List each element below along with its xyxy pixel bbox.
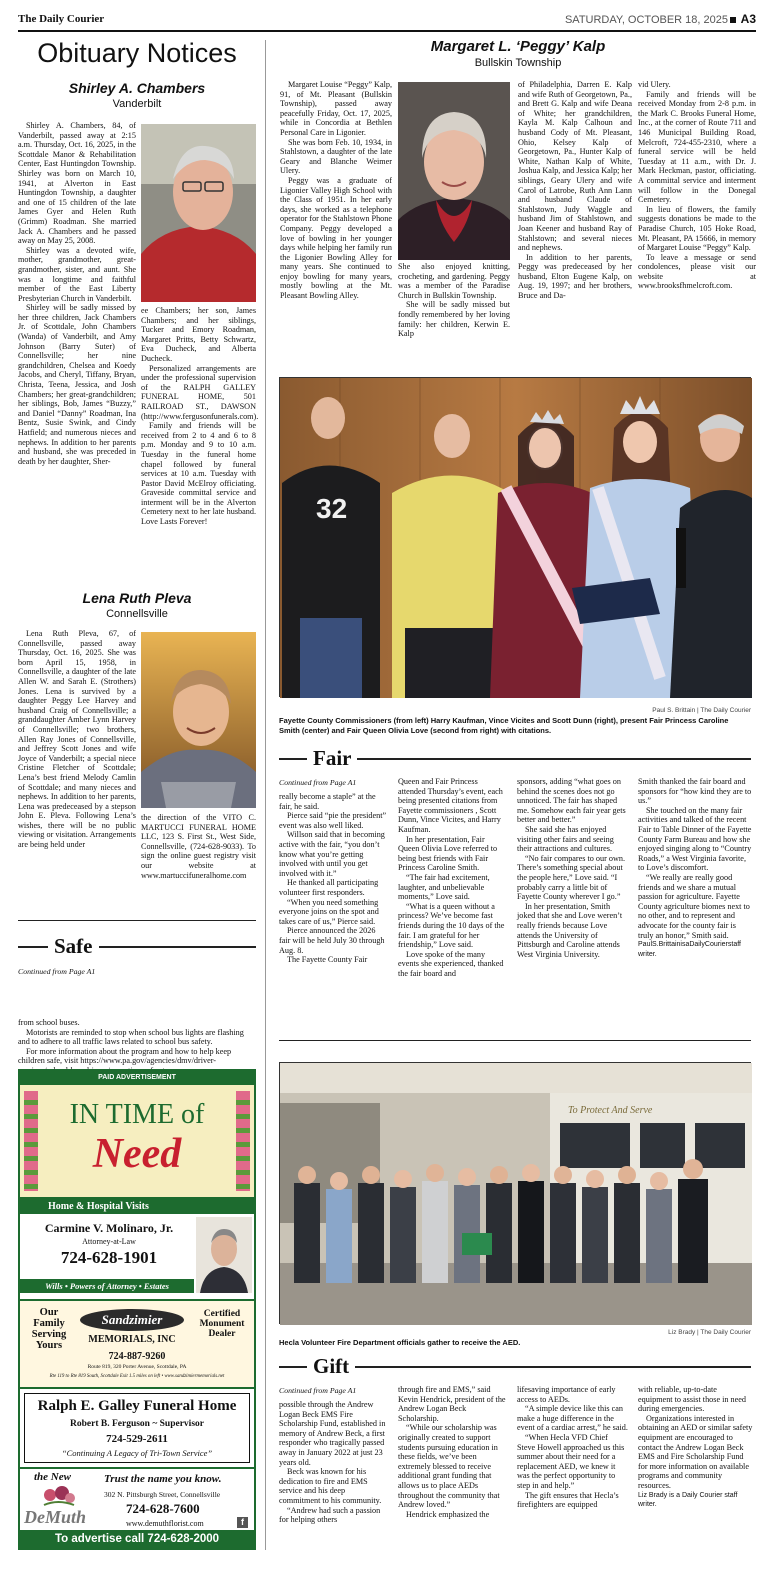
paragraph: Shirley will be sadly missed by her three children, Jack Chambers Jr. of Scottdale, John Chambers (Wanda) of Vanderbilt, and Amy Johnson (Barry Suter) of Connellsville; her nine grandchildren, Chelsea and Koedy Jacobs, and Cheryl, Tiffany, Bryan, Christa, Teena, Jessica, and Josh Chambers; her great-grandchildren; her siblings, Bob, James “Buzzy,” and Daniel “Danny” Roadman, Ina Bentz, Susie Swink, and Cindy Hatfield; and numerous nieces and nephews. In addition to her parents and husband, she was preceded in death by her daughter, Sher- [18,303,136,466]
divider [18,920,256,921]
facebook-icon[interactable]: f [237,1517,248,1528]
obituary-place: Connellsville [106,608,168,620]
jump-headline [18,934,256,959]
paragraph: In lieu of flowers, the family suggests donations be made to the Paradise Church, 105 Hoke Road, Mt. Pleasant, PA 15666, in memory of Margaret Louise “Peggy” Kalp. [638,204,756,253]
lawyer-ad [20,1197,254,1299]
headline-text: Fair [313,746,352,770]
article-column [517,1385,628,1552]
memorials-name: Sandzimier [80,1309,184,1331]
demuth-website: www.demuthflorist.com [126,1519,204,1528]
portrait-drawing [141,124,256,302]
byline: PaulS.BrittainisaDailyCourierstaff writer. [638,941,741,958]
paragraph: “While our scholarship was originally created to support students pursuing education in these fields, we’ve been extremely blessed to receive additional grant funding that allows us to place AEDs throughout the community that Andrew loved.” [398,1423,500,1510]
paragraph: In her presentation, Smith joked that she and Love weren’t really friends because Love attends the University of Pittsburgh and Caroline attends West Virginia University. [517,901,623,959]
obituary-name: Lena Ruth Pleva [82,590,192,606]
paragraph: “No fair compares to our own. There’s something special about the people here,” Love said. “I probably carry a little bit of Fayette County wherever I go.” [517,853,626,902]
photo-caption: Fayette County Commissioners (from left) Harry Kaufman, Vince Vicites and Scott Dunn (right), present Fair Princess Caroline Smith (center) and Fair Queen Olivia Love (second from right) with citations. [279,716,729,735]
photo-credit: Liz Brady | The Daily Courier [668,1329,751,1336]
paragraph: Smith thanked the fair board and sponsors for “how kind they are to us.” [638,777,752,806]
memorials-certified: Certified Monument Dealer [199,1309,245,1339]
paragraph: She said she has enjoyed visiting other fairs and seeing their attractions and cultures. [517,824,614,854]
photo-caption: Hecla Volunteer Fire Department officials gather to receive the AED. [279,1338,521,1347]
paragraph: She was born Feb. 10, 1934, in Stahlstown, a daughter of the late Geary and Blanche Weimer Ulery. [280,137,392,176]
column-divider [265,40,266,1550]
paragraph: To leave a message or send condolences, please visit our website at www.brooksfhmelcroft.com. [638,252,756,291]
portrait-drawing [398,82,510,260]
demuth-ad [20,1467,254,1530]
obituary-name: Shirley A. Chambers [68,80,206,96]
portrait-drawing [141,632,256,808]
obituary-place: Bullskin Township [474,57,562,69]
paragraph: “A simple device like this can make a huge difference in the event of a cardiac arrest,” he said. [517,1404,628,1433]
paragraph: vid Ulery. [638,80,671,89]
headline-rule [18,946,48,948]
paragraph: Peggy was a graduate of Ligonier Valley High School with the Class of 1951. In her early days, she worked as a telephone operator for the Stahlstown Phone Company. Peggy developed a love of bowling in her younger days while helping her family run the Ligonier Bowling Alley for many years. She continued to enjoy bowling for many years, mostly bowling at the Mt. Pleasant Bowling Alley. [280,175,392,301]
headline-text: Safe [54,934,93,958]
memorials-slogan: Our Family Serving Yours [31,1307,67,1351]
paragraph: “We really are really good friends and we share a mutual passion for agriculture. Fayette County agriculture biomes next to no other, and to represent and advocate for the county fair is truly an honor,” Smith said. [638,872,750,940]
paragraph: Queen and Fair Princess attended Thursday’s event, each being presented citations from Fayette commissioners , Scott Dunn, Vince Vicites, and Harry Kaufman. [398,777,503,834]
paragraph: Willson said that in becoming active with the fair, “you don’t know what you’re getting involved with until you get involved with it.” [279,830,385,878]
obituary-body [18,629,136,913]
memorials-address: Route 819, 320 Porter Avenue, Scottdale, PA [87,1364,187,1370]
paragraph: from school buses. [18,1018,80,1027]
paragraph: Organizations interested in obtaining an AED or similar safety equipment are encouraged to contact the Andrew Logan Beck EMS and Fire Scholarship Fund for more information on available programs and community resources. [638,1413,753,1490]
obituary-body [638,80,756,360]
headline-rule [357,758,751,760]
portrait-photo [398,82,510,260]
headline-rule [279,1366,307,1368]
page-number: A3 [740,12,756,26]
galley-supervisor: Robert B. Ferguson ~ Supervisor [70,1419,204,1429]
obituary-body [398,262,510,360]
obituary-body [518,80,632,360]
paragraph: ee Chambers; her son, James Chambers; and her siblings, Tucker and Emory Roadman, Margaret Pritts, Betty Schwartz, Eva Ducheck, and Alberta Ducheck. [141,306,256,363]
galley-ad [20,1387,254,1467]
paid-ad-label: PAID ADVERTISEMENT [20,1071,254,1085]
paragraph: the direction of the VITO C. MARTUCCI FUNERAL HOME LLC, 123 S. First St., West Side, Connellsville, (724-628-9033). To sign the online guest registry visit our website at www.martuccifuneralhome.com [141,813,256,880]
article-column [279,1400,388,1552]
paragraph: Lena Ruth Pleva, 67, of Connellsville, passed away Thursday, Oct. 16, 2025. She was born April 15, 1958, in Connellsville, a daughter of the late Allen W. and Sarah E. (Strothers) Jones. Lena is survived by a daughter Peggy Lee Harvey and husband Craig of Connellsville; a granddaughter Amber Lynn Harvey of Connellsville; two brothers, Allen Ray Jones of Connellsville, and Jeffrey Scott Jones and wife Joyce of Vanderbilt; a special niece Cristine Fletcher of Scottdale; Lena’s best friend Melody Camlin of Scottdale; and many nieces and nephews. In addition to her parents, Lena was predeceased by a stepson John E. Pleva. Following Lena’s wishes, there will be no public viewing or visitation. Arrangements are being held under [18,629,136,850]
photo-credit: Paul S. Brittain | The Daily Courier [652,707,751,714]
paragraph: “When Hecla VFD Chief Steve Howell approached us this summer about their need for a replacement AED, we knew it was the perfect opportunity to step in and help.” [517,1432,625,1490]
lawyer-services: Wills • Powers of Attorney • Estates [20,1279,194,1293]
article-column [398,1385,507,1552]
masthead: The Daily Courier [18,13,105,25]
header-date: SATURDAY, OCTOBER 18, 2025 [564,14,728,26]
demuth-address: 302 N. Pittsburgh Street, Connellsville [104,1490,221,1499]
obituary-name: Margaret L. ‘Peggy’ Kalp [430,38,606,55]
obituary-place: Vanderbilt [112,98,162,110]
paragraph: In addition to her parents, Peggy was predeceased by her husband, Elton Eugene Kalp, on Aug. 19, 1997; and her brothers, Bruce and Da- [518,252,632,301]
page-title: Obituary Notices [37,38,237,68]
paragraph: through fire and EMS,” said Kevin Hendrick, president of the Andrew Logan Beck Scholarship. [398,1385,506,1423]
demuth-phone: 724-628-7600 [126,1501,200,1516]
obituary-body-continued [141,306,259,588]
fair-photo-drawing [280,378,752,698]
paragraph: Pierce announced the 2026 fair will be held July 30 through Aug. 8. [279,926,385,955]
demuth-slogan: Trust the name you know. [104,1473,222,1485]
lawyer-title: Attorney-at-Law [82,1237,136,1246]
demuth-logo: DeMuth [24,1507,87,1527]
paragraph: Personalized arrangements are under the professional supervision of the RALPH GALLEY FUNERAL HOME, 501 RAILROAD ST., DAWSON (http://www.fergusonfunerals.com). [141,363,259,421]
flower-border [24,1091,38,1191]
paragraph: She also enjoyed knitting, crocheting, and gardening. Peggy was a member of the Paradise Church in Bullskin Township. [398,262,510,300]
paragraph: Margaret Louise “Peggy” Kalp, 91, of Mt. Pleasant (Bullskin Township), passed away peacefully Friday, Oct. 17, 2025, while in Concordia at Bethlen Personal Care in Ligonier. [280,80,392,137]
continued-label: Continued from Page A1 [279,1386,357,1395]
paragraph: “When you need something everyone joins on the spot and takes care of us,” Pierce said. [279,897,379,926]
flower-icon [38,1485,78,1507]
in-time-of-need-banner [20,1085,254,1197]
truck-lettering: To Protect And Serve [568,1105,653,1116]
paragraph: Family and friends will be received from 2 to 4 and 6 to 8 p.m. Monday and 9 to 10 a.m. Tuesday in the funeral home chapel followed by funeral services at 10 a.m. Tuesday with Pastor David McElroy officiating. Graveside committal service and interment will be in the Alverton Cemetery next to her late husband. Love Lasts Forever! [141,421,256,527]
continued-label: Continued from Page A1 [18,967,96,976]
paragraph: She will be sadly missed but fondly remembered by her loving family: her children, Kerwin E. Kalp [398,300,510,339]
paragraph: possible through the Andrew Logan Beck EMS Fire Scholarship Fund, established in memory of Andrew Beck, a first responder who tragically passed away in January 2022 at just 23 years old. [279,1400,386,1467]
obituary-body [18,121,136,589]
obituary-body [280,80,392,360]
paragraph: Family and friends will be received Monday from 2-8 p.m. in the Mark C. Brooks Funeral Home, Inc., at the corner of Route 711 and 146 Municipal Building Road, Melcroft, 724-455-2310, where a funeral service will be held Tuesday at 11 a.m., with Dr. J. Mark Heckman, pastor, officiating. A committal service and interment will follow in the Donegal Cemetery. [638,89,756,205]
paragraph: sponsors, adding “what goes on behind the scenes does not go unnoticed. The fair has shaped me. Somehow each fair year gets better and better.” [517,777,626,825]
lawyer-phone: 724-628-1901 [60,1248,158,1267]
headline-rule [279,758,307,760]
paragraph: In her presentation, Fair Queen Olivia Love referred to being best friends with Fair Princess Caroline Smith. [398,834,498,873]
square-icon [730,17,736,23]
obituary-body-continued [141,813,256,913]
article-column [638,1385,753,1552]
fire-department-photo [279,1062,751,1324]
funeral-ad-block [18,1069,256,1550]
divider [279,1040,751,1041]
paragraph: “The fair had excitement, laughter, and unbelievable moments,” Love said. [398,872,490,902]
paragraph: “Andrew had such a passion for helping others [279,1505,381,1525]
paragraph: lifesaving importance of early access to AEDs. [517,1385,616,1404]
headline-text: Gift [313,1354,350,1378]
galley-name: Ralph E. Galley Funeral Home [37,1398,237,1414]
memorials-ad [20,1299,254,1387]
lawyer-photo [196,1217,252,1293]
paragraph: Shirley was a devoted wife, mother, grandmother, great-grandmother, sister, and aunt. She was a longtime and faithful member of the East Liberty Presbyterian Church in Vanderbilt. [18,245,136,303]
paragraph: “What is a queen without a princess? We’ve become fast friends during the 10 days of the fair. I am grateful for her friendship,” Love said. [398,901,505,950]
paragraph: really become a staple” at the fair, he said. [279,792,376,811]
paragraph: Hendrick emphasized the [406,1509,490,1519]
paragraph: The gift ensures that Hecla’s firefighters are equipped [517,1490,619,1510]
paragraph: For more information about the program and how to help keep children safe, visit https://www.pa.gov/agencies/dmv/driver- [18,1046,232,1066]
fair-photo [279,377,751,697]
ad-heading: IN TIME of [69,1099,205,1130]
paragraph: Pierce said “pie the president” event was also well liked. [279,811,387,830]
ad-heading-script: Need [92,1131,182,1177]
portrait-photo [141,632,256,808]
memorials-phone: 724-887-9260 [108,1351,166,1362]
paragraph: Beck was known for his dedication to fire and EMS service and his deep commitment to his community. [279,1467,382,1505]
article-column [398,777,507,1032]
headline-rule [355,1366,751,1368]
article-column [638,777,753,1032]
jump-headline [279,746,751,771]
article-column [279,792,388,1032]
portrait-photo [141,124,256,302]
lawyer-name: Carmine V. Molinaro, Jr. [44,1221,174,1235]
jersey-number: 32 [316,493,348,524]
continued-label: Continued from Page A1 [279,778,357,787]
paragraph: The Fayette County Fair [287,955,368,965]
ad-subheading: Home & Hospital Visits [20,1199,254,1214]
galley-slogan: “Continuing A Legacy of Tri-Town Service” [61,1448,213,1458]
paragraph: She touched on the many fair activities and talked of the recent Fair to Table Dinner of the Fayette County Farm Bureau and how she enjoyed singing along to “Country Roads,” a West Virginia favorite, to Love’s discomfort. [638,805,752,873]
galley-phone: 724-529-2611 [106,1433,168,1445]
demuth-new: the New [34,1471,71,1483]
paragraph: Love spoke of the many events she experienced, thanked the fair board and [398,949,504,978]
paragraph: with reliable, up-to-date equipment to assist those in need during emergencies. [638,1385,747,1414]
paragraph: Shirley A. Chambers, 84, of Vanderbilt, passed away at 2:15 a.m. Thursday, Oct. 16, 2025, in the Scottdale Manor & Rehabilitation Center, East Huntingdon Township. Shirley was born on March 10, 1941, at Alverton in East Huntingdon Township, a daughter and one of 15 children of the late James Gyer and Helen Ruth (Grimm) Roadman. She married Jack A. Chambers and he passed away on May 25, 2008. [18,121,136,246]
paragraph: He thanked all participating volunteer first responders. [279,878,379,897]
memorials-directions: Rte 119 to Rte 819 South, Scottdale Exit 1.5 miles on left • www.sandzimiermemorials.net [49,1374,225,1379]
byline: Liz Brady is a Daily Courier staff writer. [638,1491,738,1509]
memorials-sub: MEMORIALS, INC [88,1334,176,1345]
paragraph: of Philadelphia, Darren E. Kalp and wife Ruth of Georgetown, Pa., and Brett G. Kalp and wife Deana of White; her grandchildren, Kayla M. Kalp Calhoun and husband Cody of Mt. Pleasant, Ohio, Kelsey Kalp of Georgetown, Pa., Hunter Kalp of White, Nathan Kalp of White, Joshua Kalp, and Jessica Kalp; her siblings, Geary Ulery and wife Carol of Latrobe, Ruth Ann Lann and husband Claude of Stahlstown, Judy Waggle and husband Jim of Stahlstown, and Joan Keener and husband Ray of Stahlstown; and several nieces and nephews. [518,80,632,253]
jump-headline [279,1354,751,1379]
page-header [18,10,756,32]
paragraph: Motorists are reminded to stop when school bus lights are flashing and to adhere to all traffic laws related to school bus safety. [18,1027,244,1047]
fire-photo-drawing [280,1063,752,1325]
headline-rule [99,946,257,948]
article-column [517,777,628,1032]
article-body [18,1018,256,1068]
advertise-banner: To advertise call 724-628-2000 [20,1530,254,1548]
flower-border [236,1091,250,1191]
